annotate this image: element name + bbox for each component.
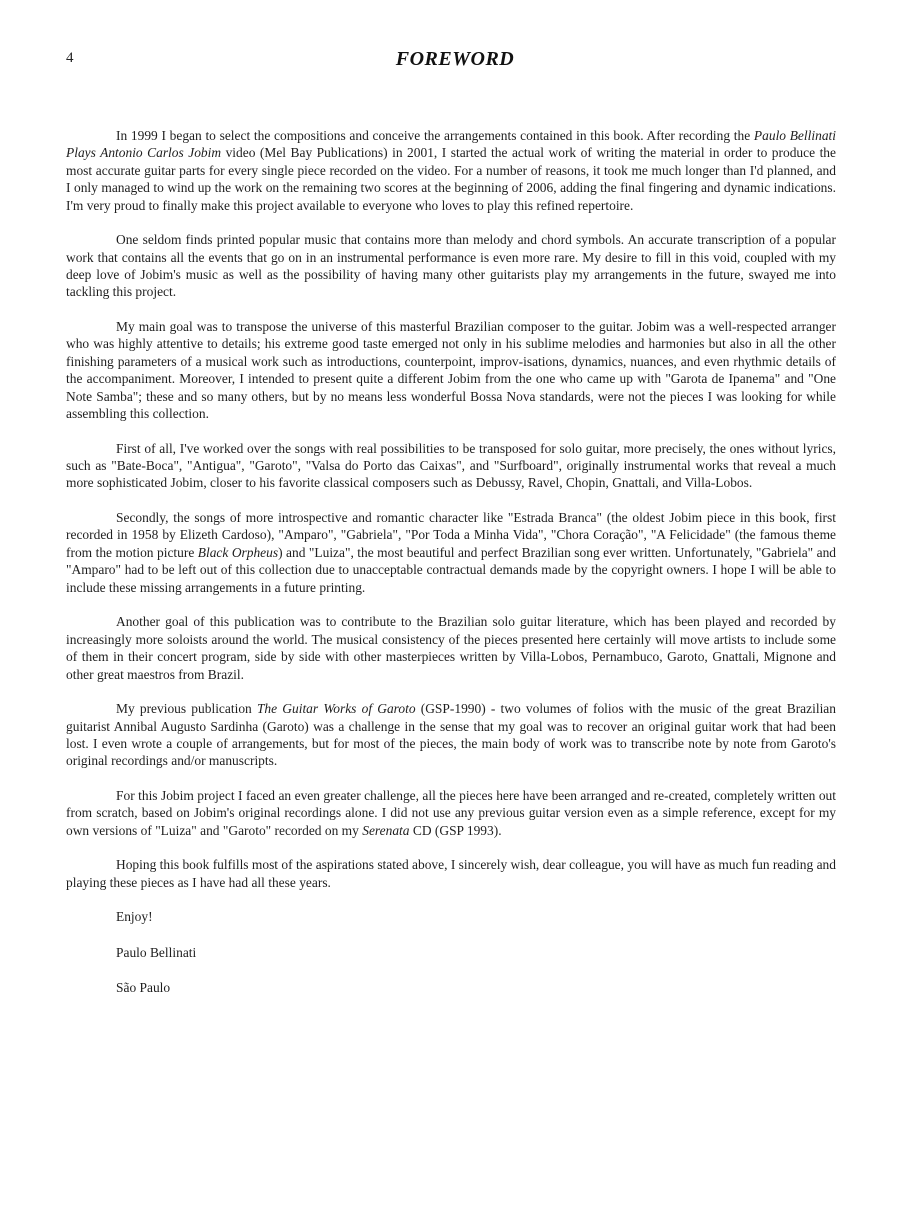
cd-title: Serenata [362, 822, 410, 838]
book-title: The Guitar Works of Garoto [256, 701, 416, 717]
paragraph-7: My previous publication The Guitar Works of Garoto (GSP-1990) - two volumes of folios with the music of the great Brazilian guitarist Annibal Augusto Sardinha (Garoto) was a challenge in the sense that my goal was to recover an original guitar work that had been lost. I even wrote a couple of arrangements, but for most of the pieces, the main body of work was to transcribe note by note from Garoto's original recordings and/or manuscripts. [66, 701, 836, 769]
video-title: Paulo Bellinati Plays Antonio Carlos Jobim [66, 128, 837, 161]
paragraph-8: For this Jobim project I faced an even greater challenge, all the pieces here have been arranged and re-created, completely written out from scratch, based on Jobim's original recordings alone. I did not use any previous guitar version even as a simple reference, except for my own versions of "Luiza" and "Garoto" recorded on my Serenata CD (GSP 1993). [66, 787, 836, 838]
closing-enjoy: Enjoy! [116, 909, 153, 925]
paragraph-3: My main goal was to transpose the universe of this masterful Brazilian composer to the guitar. Jobim was a well-respected arranger who was highly attentive to details; his extreme good taste emerged not only in his sublime melodies and harmonies but also in all the other finishing parameters of a musical work such as introductions, counterpoint, improv-isations, dynamics, nuances, and even rhythmic details of the accompaniment. Moreover, I intended to present quite a different Jobim from the one who came up with "Garota de Ipanema" and "One Note Samba"; these and so many others, but by no means less wonderful Bossa Nova standards, were not the pieces I was looking for while assembling this collection. [66, 319, 836, 422]
paragraph-9: Hoping this book fulfills most of the aspirations stated above, I sincerely wish, dear colleague, you will have as much fun reading and playing these pieces as I have had all these years. [66, 857, 836, 890]
signature-name: Paulo Bellinati [116, 944, 197, 960]
page-number: 4 [66, 50, 74, 66]
paragraph-2: One seldom finds printed popular music that contains more than melody and chord symbols. An accurate transcription of a popular work that contains all the events that go on in an instrumental performance is even more rare. My desire to fill in this void, coupled with my deep love of Jobim's music as well as the possibility of having many other guitarists play my arrangements in the future, swayed me into tackling this project. [66, 232, 836, 300]
paragraph-6: Another goal of this publication was to contribute to the Brazilian solo guitar literature, which has been played and recorded by increasingly more soloists around the world. The musical consistency of the pieces presented here certainly will move artists to include some of them in their concert program, side by side with other masterpieces written by Villa-Lobos, Pernambuco, Garoto, Gnattali, Mignone and other great maestros from Brazil. [66, 614, 836, 682]
foreword-body [66, 127, 836, 1015]
film-title: Black Orpheus [197, 544, 279, 560]
paragraph-5: Secondly, the songs of more introspective and romantic character like "Estrada Branca" (the oldest Jobim piece in this book, first recorded in 1958 by Elizeth Cardoso), "Amparo", "Gabriela", "Por Toda a Minha Vida", "Chora Coração", "A Felicidade" (the famous theme from the motion picture Black Orpheus) and "Luiza", the most beautiful and perfect Brazilian song ever written. Unfortunately, "Gabriela" and "Amparo" had to be left out of this collection due to unacceptable contractual demands made by the copyright owners. I hope I will be able to include these missing arrangements in a future printing. [66, 510, 837, 595]
paragraph-4: First of all, I've worked over the songs with real possibilities to be transposed for solo guitar, more precisely, the ones without lyrics, such as "Bate-Boca", "Antigua", "Garoto", "Valsa do Porto das Caixas", and "Surfboard", originally instrumental works that reveal a much more sophisticated Jobim, closer to his favorite classical composers such as Debussy, Ravel, Chopin, Gnattali, and Villa-Lobos. [66, 440, 836, 491]
paragraph-1: In 1999 I began to select the compositions and conceive the arrangements contained in this book. After recording the Paulo Bellinati Plays Antonio Carlos Jobim video (Mel Bay Publications) in 2001, I started the actual work of writing the material in order to produce the most accurate guitar parts for every single piece recorded on the video. For a number of reasons, it took me much longer than I'd planned, and I only managed to wind up the work on the remaining two scores at the beginning of 2006, adding the final fingering and dynamic indications. I'm very proud to finally make this project available to everyone who loves to play this refined repertoire. [66, 128, 837, 213]
page-title: FOREWORD [395, 48, 515, 70]
signature-place: São Paulo [116, 980, 171, 996]
